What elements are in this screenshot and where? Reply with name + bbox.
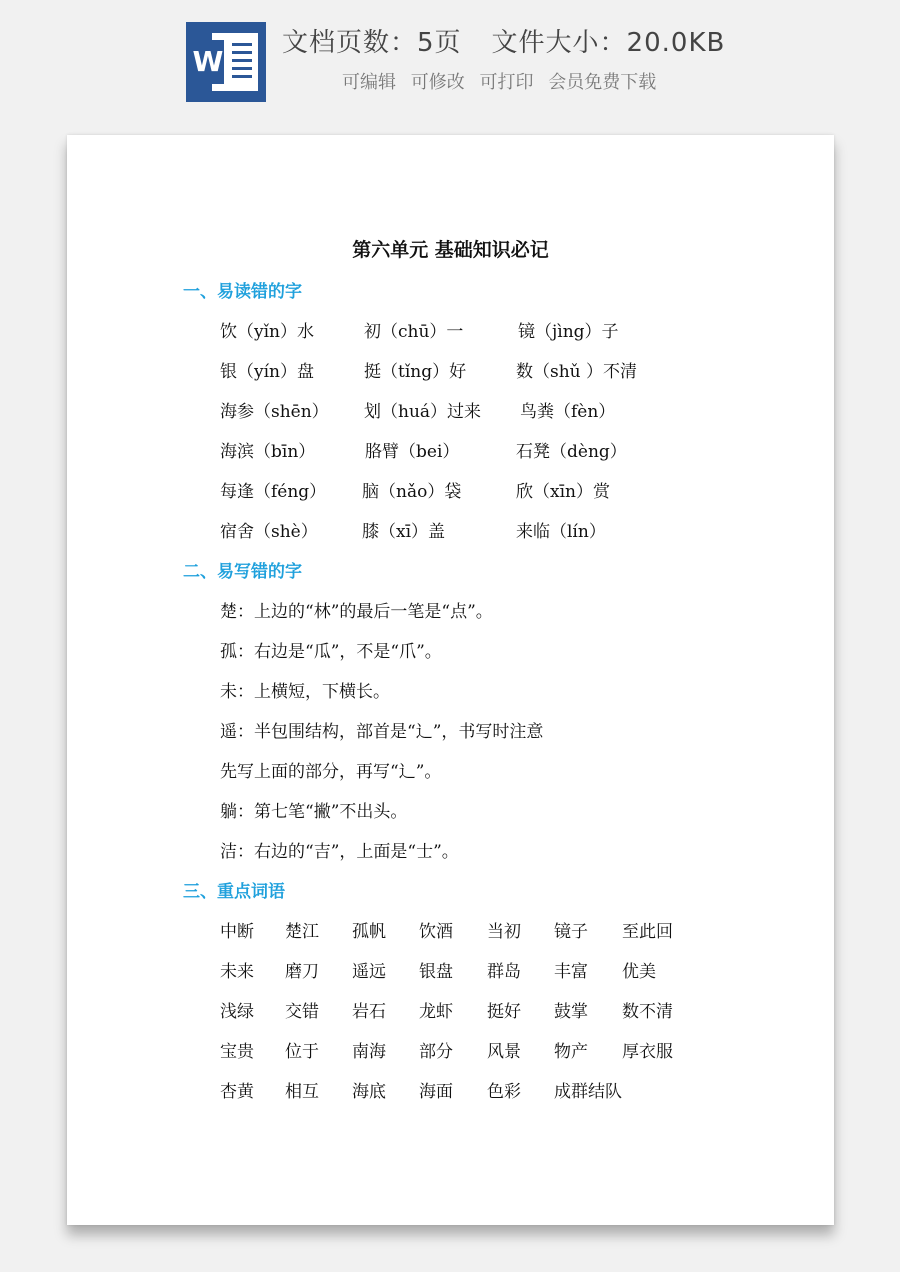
file-info [282,22,725,59]
vocab-word: 饮酒 [419,922,453,942]
vocab-word: 相互 [285,1082,319,1102]
vocab-word: 物产 [554,1042,588,1062]
pron-item: 胳臂（bei） [365,442,460,462]
pron-item: 挺（tǐng）好 [364,362,467,382]
pron-item: 来临（lín） [516,522,606,542]
pron-item: 数（shǔ ）不清 [516,362,638,382]
pron-item: 饮（yǐn）水 [220,322,314,342]
feature-printable: 可打印 [479,72,534,93]
pron-item: 海滨（bīn） [220,442,316,462]
vocab-word: 色彩 [487,1082,521,1102]
vocab-word: 至此回 [622,922,673,942]
file-size: 文件大小：20.0KB [491,28,726,58]
vocab-word: 宝贵 [220,1042,254,1062]
pron-item: 初（chū）一 [364,322,464,342]
writing-note: 遥：半包围结构，部首是“辶”，书写时注意 [220,722,544,742]
vocab-word: 位于 [285,1042,319,1062]
pron-item: 宿舍（shè） [220,522,318,542]
vocab-word: 优美 [622,962,656,982]
writing-note: 孤：右边是“瓜”，不是“爪”。 [220,642,442,662]
section-heading-miswritten: 二、易写错的字 [183,562,302,582]
pron-item: 膝（xī）盖 [362,522,446,542]
vocab-word: 浅绿 [220,1002,254,1022]
vocab-word: 岩石 [352,1002,386,1022]
section-heading-key-words: 三、重点词语 [183,882,285,902]
word-letter: W [192,40,224,84]
vocab-word: 鼓掌 [554,1002,588,1022]
section-heading-misread: 一、易读错的字 [183,282,302,302]
pron-item: 镜（jìng）子 [518,322,619,342]
pron-item: 脑（nǎo）袋 [362,482,462,502]
vocab-word: 银盘 [419,962,453,982]
feature-modifiable: 可修改 [410,72,465,93]
vocab-word: 数不清 [622,1002,673,1022]
pron-item: 石凳（dèng） [516,442,627,462]
vocab-word: 交错 [285,1002,319,1022]
pron-item: 海参（shēn） [220,402,329,422]
download-header [0,0,900,120]
vocab-word: 挺好 [487,1002,521,1022]
writing-note: 洁：右边的“吉”，上面是“士”。 [220,842,459,862]
vocab-word: 南海 [352,1042,386,1062]
word-document-icon [186,22,266,102]
vocab-word: 杏黄 [220,1082,254,1102]
vocab-word: 厚衣服 [622,1042,673,1062]
page-count: 文档页数：5页 [282,28,462,58]
feature-list [342,68,665,94]
feature-member-download: 会员免费下载 [548,72,657,93]
vocab-word: 楚江 [285,922,319,942]
vocab-word: 镜子 [554,922,588,942]
vocab-word: 孤帆 [352,922,386,942]
vocab-word: 风景 [487,1042,521,1062]
vocab-word: 遥远 [352,962,386,982]
pron-item: 鸟粪（fèn） [520,402,616,422]
vocab-word: 丰富 [554,962,588,982]
pron-item: 划（huá）过来 [364,402,482,422]
vocab-word: 龙虾 [419,1002,453,1022]
document-title: 第六单元 基础知识必记 [352,239,549,261]
writing-note: 躺：第七笔“撇”不出头。 [220,802,408,822]
writing-note: 先写上面的部分，再写“辶”。 [220,762,442,782]
writing-note: 楚：上边的“林”的最后一笔是“点”。 [220,602,493,622]
vocab-word: 海底 [352,1082,386,1102]
vocab-word: 部分 [419,1042,453,1062]
vocab-word: 群岛 [487,962,521,982]
vocab-word: 成群结队 [554,1082,622,1102]
pron-item: 银（yín）盘 [220,362,314,382]
pron-item: 每逢（féng） [220,482,327,502]
vocab-word: 中断 [220,922,254,942]
document-page [67,135,834,1225]
pron-item: 欣（xīn）赏 [516,482,610,502]
vocab-word: 磨刀 [285,962,319,982]
vocab-word: 当初 [487,922,521,942]
feature-editable: 可编辑 [342,72,396,93]
vocab-word: 海面 [419,1082,453,1102]
vocab-word: 未来 [220,962,254,982]
writing-note: 未：上横短，下横长。 [220,682,390,702]
